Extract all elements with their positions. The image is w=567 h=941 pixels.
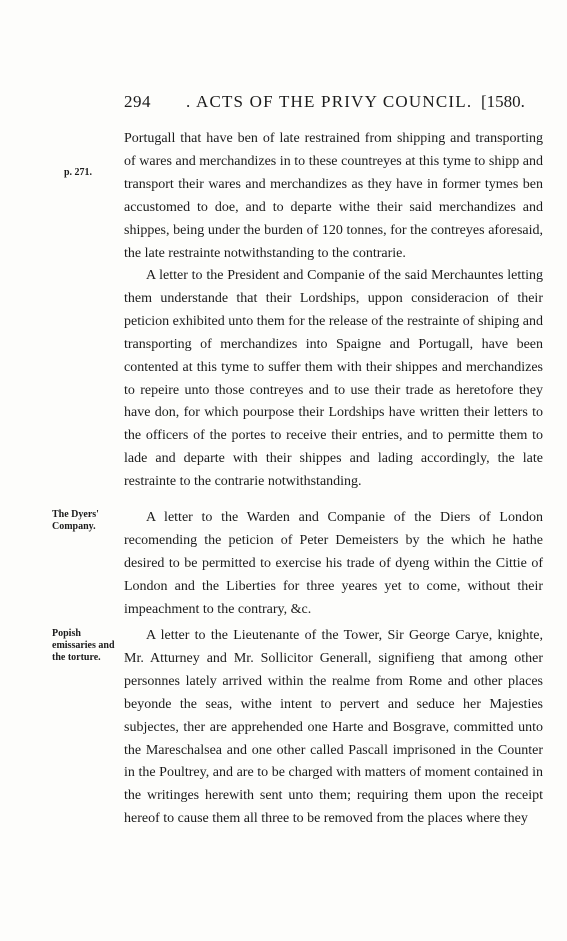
paragraph-tower-letter: A letter to the Lieutenante of the Tower, Sir George Carye, knighte, Mr. Atturney and Mr. Sollicitor Generall, signifieng that among other personnes lately arrived within the realme from Rome and other places beyonde the seas, withe intent to pervert and seduce her Majesties subjectes, ther are apprehended one Harte and Bosgrave, committed unto the Mareschalsea and one other called Pascall imprisoned in the Counter in the Poultrey, and are to be charged with matters of moment contained in the writinges herewith sent unto them; requiring them upon the receipt hereof to cause them all three to be removed from the places where they (124, 628, 543, 827)
dyers-company-sidenote: The Dyers' Company. (52, 509, 99, 532)
paragraph-dyers-letter: A letter to the Warden and Companie of the Diers of London recomending the peticion of Peter Demeisters by the which he hathe desired to be permitted to exercise his trade of dyeng within the Cittie of London and the Liberties for three yeares yet to come, without their impeachment to the contrary, &c. (124, 510, 543, 617)
running-title: . ACTS OF THE PRIVY COUNCIL. (186, 92, 473, 111)
page-ref-sidenote: p. 271. (64, 167, 93, 178)
popish-emissaries-sidenote: Popish emissaries and the torture. (52, 628, 115, 663)
page-number: 294 (124, 92, 151, 111)
year-marker: [1580. (481, 92, 525, 111)
paragraph-portugall: Portugall that have ben of late restrained from shipping and transporting of wares and merchandizes in to these countreyes at this tyme to shipp and transport their wares and merchandizes as they have in former tymes ben accustomed to doe, and to departe withe their said merchandizes and shippes, being under the burden of 120 tonnes, for the contreyes aforesaid, the late restrainte notwithstanding to the contrarie. (124, 131, 543, 261)
running-header (0, 92, 567, 116)
paragraph-president-letter: A letter to the President and Companie of the said Merchauntes letting them understande that their Lordships, uppon consideracion of their peticion exhibited unto them for the release of the restrainte of shiping and transporting of merchandizes into Spaigne and Portugall, have been contented at this tyme to suffer them with their shippes and merchandizes to repeire unto those contreyes and to use their trade as heretofore they have don, for which pourpose their Lordships have written their letters to the officers of the portes to receive their entries, and to permitte them to lade and departe with their shippes and lading accordingly, the late restrainte to the contrarie notwithstanding. (124, 268, 543, 490)
